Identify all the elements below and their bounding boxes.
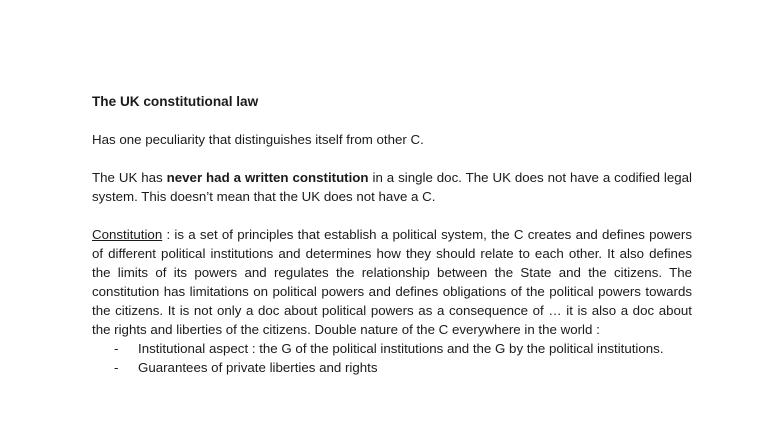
list-item-text: Institutional aspect : the G of the political institutions and the G by the political institutions. [138, 341, 664, 356]
list-bullet: - [114, 360, 119, 375]
paragraph-peculiarity: Has one peculiarity that distinguishes itself from other C. [92, 132, 424, 147]
document-page [92, 92, 692, 377]
paragraph-constitution-definition [92, 225, 692, 339]
term-constitution: Constitution [92, 227, 163, 242]
definition-text: : is a set of principles that establish a political system, the C creates and defines powers of different political institutions and determines how they should relate to each other. It also defines the limits of its powers and regulates the relationship between the State and the citizens. The constitution has limitations on political powers and defines obligations of the political powers towards the citizens. It is not only a doc about political powers as a consequence of … it is also a doc about the rights and liberties of the citizens. Double nature of the C everywhere in the world : [92, 227, 692, 337]
list-item [92, 339, 692, 358]
aspects-list [92, 339, 692, 377]
list-item-text: Guarantees of private liberties and rights [138, 360, 378, 375]
list-item [92, 358, 692, 377]
p2-after: in a single doc. The UK does not have a codified legal system. This doesn’t mean that the UK does not have a C. [92, 170, 693, 204]
paragraph-no-written-constitution [92, 168, 692, 206]
p2-before: The UK has [92, 170, 167, 185]
list-bullet: - [114, 341, 119, 356]
p2-emphasis: never had a written constitution [166, 170, 369, 185]
document-title: The UK constitutional law [92, 94, 259, 109]
